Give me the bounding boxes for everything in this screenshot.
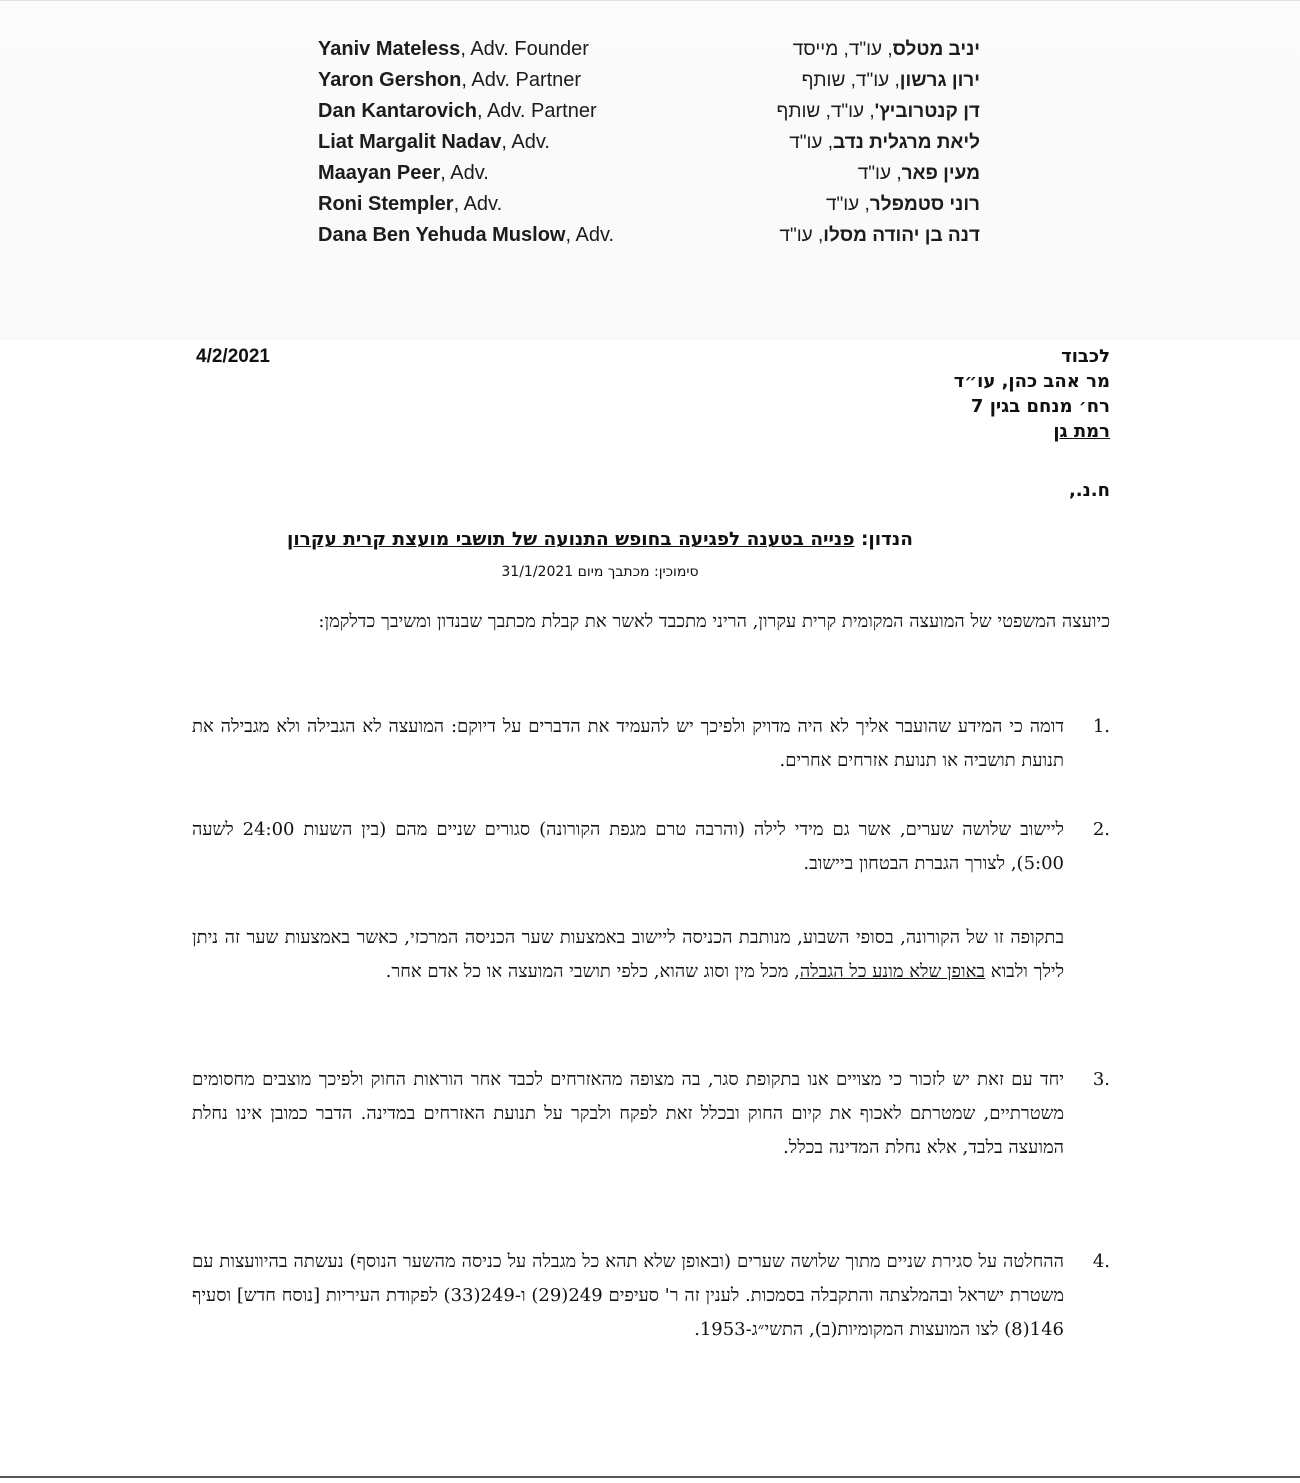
firm-member-he: מעין פאר, עו"ד — [857, 163, 980, 184]
numbered-item-1 — [192, 710, 1110, 778]
bottom-divider — [0, 1476, 1300, 1478]
greeting: ח.נ., — [1068, 480, 1110, 501]
numbered-item-4 — [192, 1245, 1110, 1347]
reference-line: סימוכין: מכתבך מיום 31/1/2021 — [501, 564, 699, 580]
firm-member-he: ירון גרשון, עו"ד, שותף — [801, 70, 980, 91]
paragraph-2-continued — [192, 921, 1110, 989]
item-text: ליישוב שלושה שערים, אשר גם מידי לילה (והרבה טרם מגפת הקורונה) סגורים שניים מהם (בין השעות 24:00 לשעה 5:00), לצורך הגברת הבטחון ביישוב. — [192, 819, 1064, 874]
subject-line — [190, 529, 1010, 550]
to-label: לכבוד — [1061, 346, 1110, 367]
firm-member-he: דן קנטרוביץ', עו"ד, שותף — [776, 101, 980, 122]
item-number: 2. — [1092, 819, 1110, 840]
letter-date: 4/2/2021 — [196, 346, 270, 367]
firm-member-en: Dan Kantarovich, Adv. Partner — [318, 100, 597, 122]
item-text: בתקופה זו של הקורונה, בסופי השבוע, מנותבת הכניסה ליישוב באמצעות שער הכניסה המרכזי, כאשר באמצעות שער זה ניתן לילך ולבוא באופן שלא מונע כל הגבלה, מכל מין וסוג שהוא, כלפי תושבי המועצה או כל אדם אחר. — [192, 927, 1064, 982]
firm-member-en: Yaniv Mateless, Adv. Founder — [318, 38, 589, 60]
firm-member-en: Liat Margalit Nadav, Adv. — [318, 131, 550, 153]
top-divider — [0, 0, 1300, 1]
firm-member-en: Maayan Peer, Adv. — [318, 162, 489, 184]
recipient-city: רמת גן — [1053, 421, 1110, 442]
recipient-name: מר אהב כהן, עו״ד — [953, 371, 1110, 392]
numbered-item-2 — [192, 813, 1110, 881]
firm-members-hebrew — [640, 34, 980, 251]
item-text: דומה כי המידע שהועבר אליך לא היה מדויק ולפיכך יש להעמיד את הדברים על דיוקם: המועצה לא הגבילה ולא מגבילה את תנועת תושביה או תנועת אזרחים אחרים. — [192, 716, 1064, 771]
subject-label: הנדון: — [854, 529, 914, 550]
item-number: 1. — [1092, 716, 1110, 737]
firm-member-en: Yaron Gershon, Adv. Partner — [318, 69, 582, 91]
firm-member-he: רוני סטמפלר, עו"ד — [825, 194, 980, 215]
firm-member-en: Dana Ben Yehuda Muslow, Adv. — [318, 224, 615, 246]
firm-member-en: Roni Stempler, Adv. — [318, 193, 503, 215]
intro-paragraph: כיועצה המשפטי של המועצה המקומית קרית עקרון, הריני מתכבד לאשר את קבלת מכתבך שבנדון ומשיבך כדלקמן: — [318, 611, 1110, 632]
firm-member-he: יניב מטלס, עו"ד, מייסד — [792, 39, 980, 60]
underlined-phrase: באופן שלא מונע כל הגבלה — [799, 961, 986, 982]
firm-member-he: ליאת מרגלית נדב, עו"ד — [789, 132, 980, 153]
numbered-item-3 — [192, 1063, 1110, 1165]
firm-member-he: דנה בן יהודה מסלו, עו"ד — [779, 225, 980, 246]
item-text: ההחלטה על סגירת שניים מתוך שלושה שערים (ובאופן שלא תהא כל מגבלה על כניסה מהשער הנוסף) נעשתה בהיוועצות עם משטרת ישראל ובהמלצתה והתקבלה בסמכות. לענין זה ר' סעיפים 249(29) ו-249(33) לפקודת העיריות [נוסח חדש] וסעיף 146(8) לצו המועצות המקומיות(ב), התשי״ג-1953. — [192, 1251, 1064, 1340]
recipient-address — [700, 344, 1110, 444]
item-text: יחד עם זאת יש לזכור כי מצויים אנו בתקופת סגר, בה מצופה מהאזרחים לכבד אחר הוראות החוק ולפיכך מוצבים מחסומים משטרתיים, שמטרתם לאכוף את קיום החוק ובכלל זאת לפקח ולבקר על תנועת האזרחים במדינה. הדבר כמובן אינו נחלת המועצה בלבד, אלא נחלת המדינה בכלל. — [192, 1069, 1064, 1158]
subject-text: פנייה בטענה לפגיעה בחופש התנועה של תושבי מועצת קרית עקרון — [286, 529, 855, 550]
item-number: 3. — [1092, 1069, 1110, 1090]
recipient-street: רח׳ מנחם בגין 7 — [970, 396, 1110, 417]
item-number: 4. — [1092, 1251, 1110, 1272]
